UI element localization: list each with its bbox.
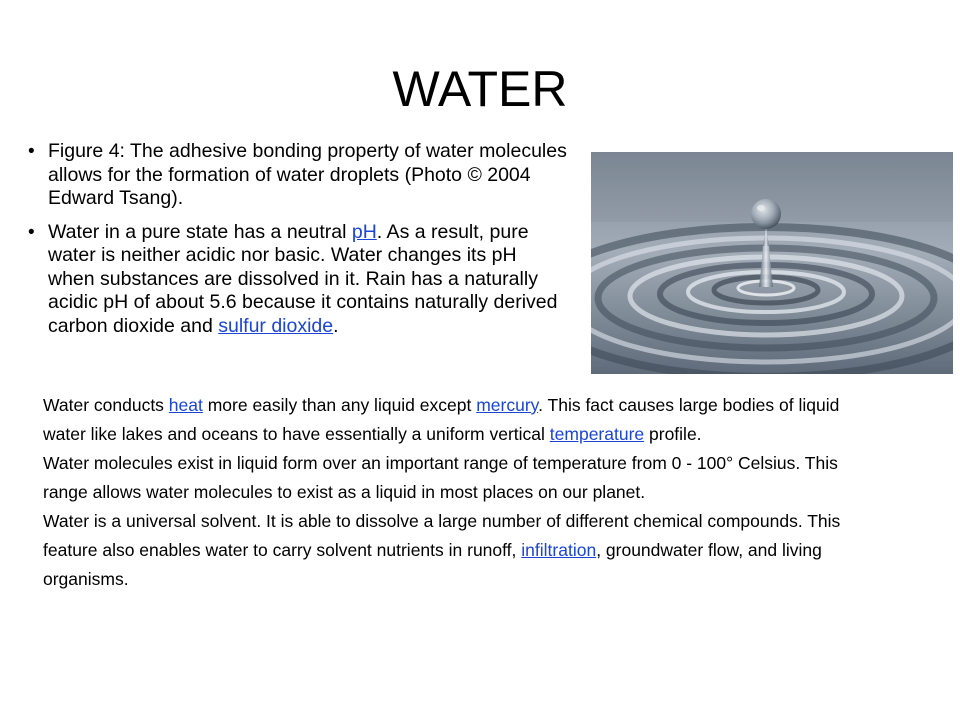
temperature-link[interactable]: temperature bbox=[549, 424, 645, 444]
water-droplet-icon bbox=[591, 152, 953, 374]
paragraph-text: , groundwater flow, and living organisms. bbox=[43, 540, 822, 589]
slide-title: WATER bbox=[392, 61, 568, 117]
bullet-text-part: . As a result, pure water is neither acidic nor basic. Water changes its pH when substances are dissolved in it. Rain has a naturally acidic pH of about 5.6 because it contains naturally derived carbon dioxide and bbox=[48, 220, 558, 337]
paragraph-text: more easily than any liquid except bbox=[202, 395, 477, 415]
sulfur-dioxide-link[interactable]: sulfur dioxide bbox=[218, 314, 334, 337]
bullet-text: Figure 4: The adhesive bonding property of water molecules allows for the formation of water droplets (Photo © 2004 Edward Tsang). bbox=[48, 140, 567, 209]
paragraph-text: Water is a universal solvent. It is able to dissolve a large number of different chemical compounds. This feature also enables water to carry solvent nutrients in runoff, bbox=[43, 511, 841, 560]
range-paragraph: Water molecules exist in liquid form over an important range of temperature from 0 - 100° Celsius. This range allows water molecules to exist as a liquid in most places on our planet. bbox=[43, 453, 838, 502]
ph-link[interactable]: pH bbox=[351, 220, 377, 243]
bullet-list bbox=[28, 140, 568, 348]
infiltration-link[interactable]: infiltration bbox=[521, 540, 597, 560]
bullet-text-part: Water in a pure state has a neutral bbox=[48, 220, 352, 243]
paragraph-text: . This fact causes large bodies of liquid water like lakes and oceans to have essentially a uniform vertical bbox=[43, 395, 840, 444]
bullet-item bbox=[28, 221, 568, 339]
heat-paragraph bbox=[43, 391, 873, 449]
mercury-link[interactable]: mercury bbox=[476, 395, 539, 415]
solvent-paragraph bbox=[43, 507, 873, 594]
bullet-text bbox=[48, 221, 557, 337]
body-text bbox=[43, 391, 873, 594]
bullet-dot-icon: • bbox=[28, 221, 35, 243]
heat-link[interactable]: heat bbox=[168, 395, 203, 415]
bullet-item bbox=[28, 140, 568, 211]
water-droplet-photo bbox=[591, 152, 953, 374]
paragraph-text: profile. bbox=[644, 424, 702, 444]
bullet-dot-icon: • bbox=[28, 141, 35, 162]
paragraph-text: Water conducts bbox=[43, 395, 169, 415]
bullet-text-part: . bbox=[333, 314, 339, 337]
